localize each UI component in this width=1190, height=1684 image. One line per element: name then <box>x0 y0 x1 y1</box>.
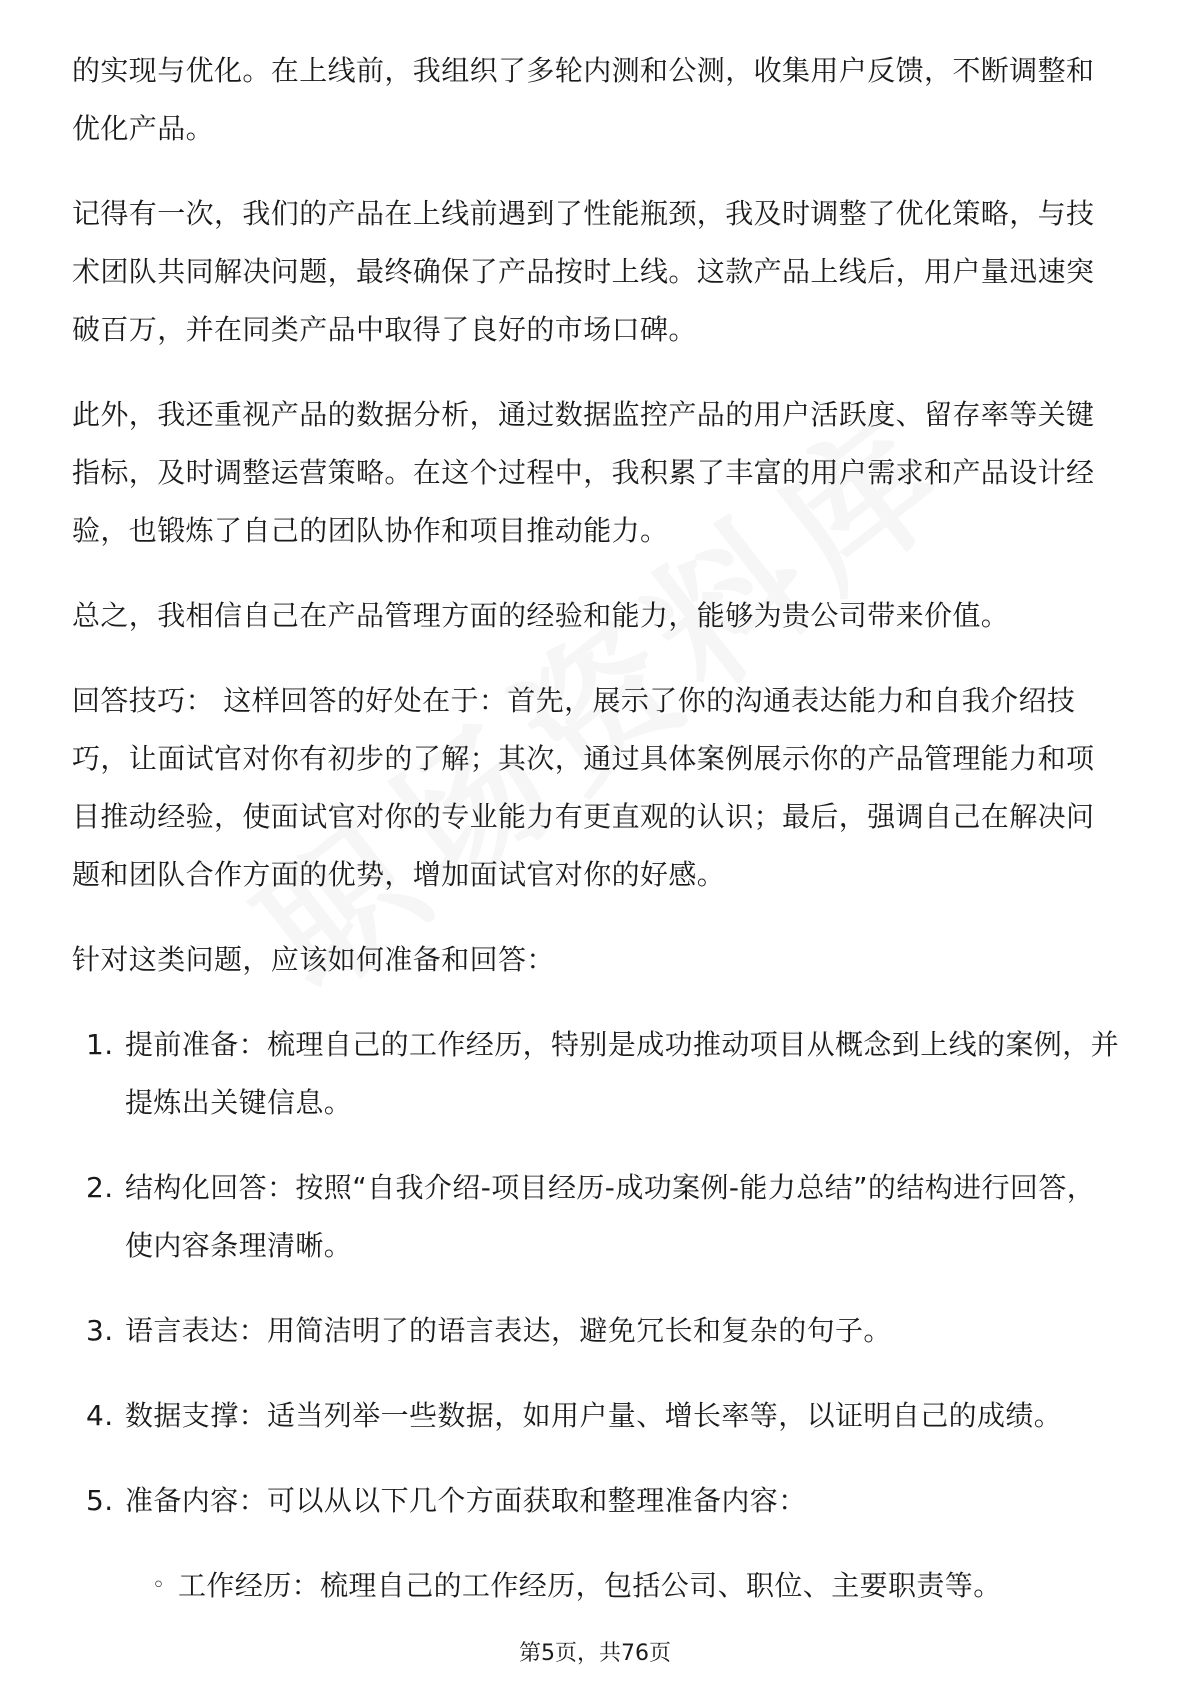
paragraph-how-to-prepare: 针对这类问题，应该如何准备和回答： <box>72 943 555 976</box>
list-number: 3. <box>86 1314 114 1347</box>
page-number-footer: 第5页，共76页 <box>519 1641 671 1666</box>
paragraph-conclusion: 总之，我相信自己在产品管理方面的经验和能力，能够为贵公司带来价值。 <box>72 599 1010 632</box>
list-item <box>72 1302 1122 1360</box>
preparation-steps-list <box>72 1016 1122 1530</box>
list-item-text: 准备内容：可以从以下几个方面获取和整理准备内容： <box>125 1484 807 1517</box>
list-number: 2. <box>86 1171 114 1204</box>
paragraph-answer-tips: 回答技巧： 这样回答的好处在于：首先，展示了你的沟通表达能力和自我介绍技巧，让面试官对你有初步的了解；其次，通过具体案例展示你的产品管理能力和项目推动经验，使面试官对你的专业能力有更直观的认识；最后，强调自己在解决问题和团队合作方面的优势，增加面试官对你的好感。 <box>72 684 1095 891</box>
hollow-bullet-icon: ◦ <box>152 1573 166 1598</box>
paragraph-continuation: 的实现与优化。在上线前，我组织了多轮内测和公测，收集用户反馈，不断调整和优化产品。 <box>72 54 1095 145</box>
list-item-text: 语言表达：用简洁明了的语言表达，避免冗长和复杂的句子。 <box>125 1314 892 1347</box>
list-item <box>72 1472 1122 1530</box>
list-item-text: 结构化回答：按照“自我介绍-项目经历-成功案例-能力总结”的结构进行回答，使内容条理清晰。 <box>125 1171 1096 1262</box>
paragraph-performance-story: 记得有一次，我们的产品在上线前遇到了性能瓶颈，我及时调整了优化策略，与技术团队共同解决问题，最终确保了产品按时上线。这款产品上线后，用户量迅速突破百万，并在同类产品中取得了良好的市场口碑。 <box>72 197 1095 346</box>
paragraph-data-analysis: 此外，我还重视产品的数据分析，通过数据监控产品的用户活跃度、留存率等关键指标，及时调整运营策略。在这个过程中，我积累了丰富的用户需求和产品设计经验，也锻炼了自己的团队协作和项目推动能力。 <box>72 398 1095 547</box>
list-number: 1. <box>86 1028 114 1061</box>
sub-list-item <box>72 1557 1122 1615</box>
list-number: 5. <box>86 1484 114 1517</box>
list-item <box>72 1016 1122 1132</box>
list-item <box>72 1159 1122 1275</box>
list-item-text: 数据支撑：适当列举一些数据，如用户量、增长率等，以证明自己的成绩。 <box>125 1399 1063 1432</box>
page-content <box>72 42 1122 1615</box>
sub-list <box>72 1557 1122 1615</box>
list-item-text: 提前准备：梳理自己的工作经历，特别是成功推动项目从概念到上线的案例，并提炼出关键信息。 <box>125 1028 1120 1119</box>
list-item <box>72 1387 1122 1445</box>
sub-list-item-text: 工作经历：梳理自己的工作经历，包括公司、职位、主要职责等。 <box>178 1569 1002 1602</box>
list-number: 4. <box>86 1399 114 1432</box>
